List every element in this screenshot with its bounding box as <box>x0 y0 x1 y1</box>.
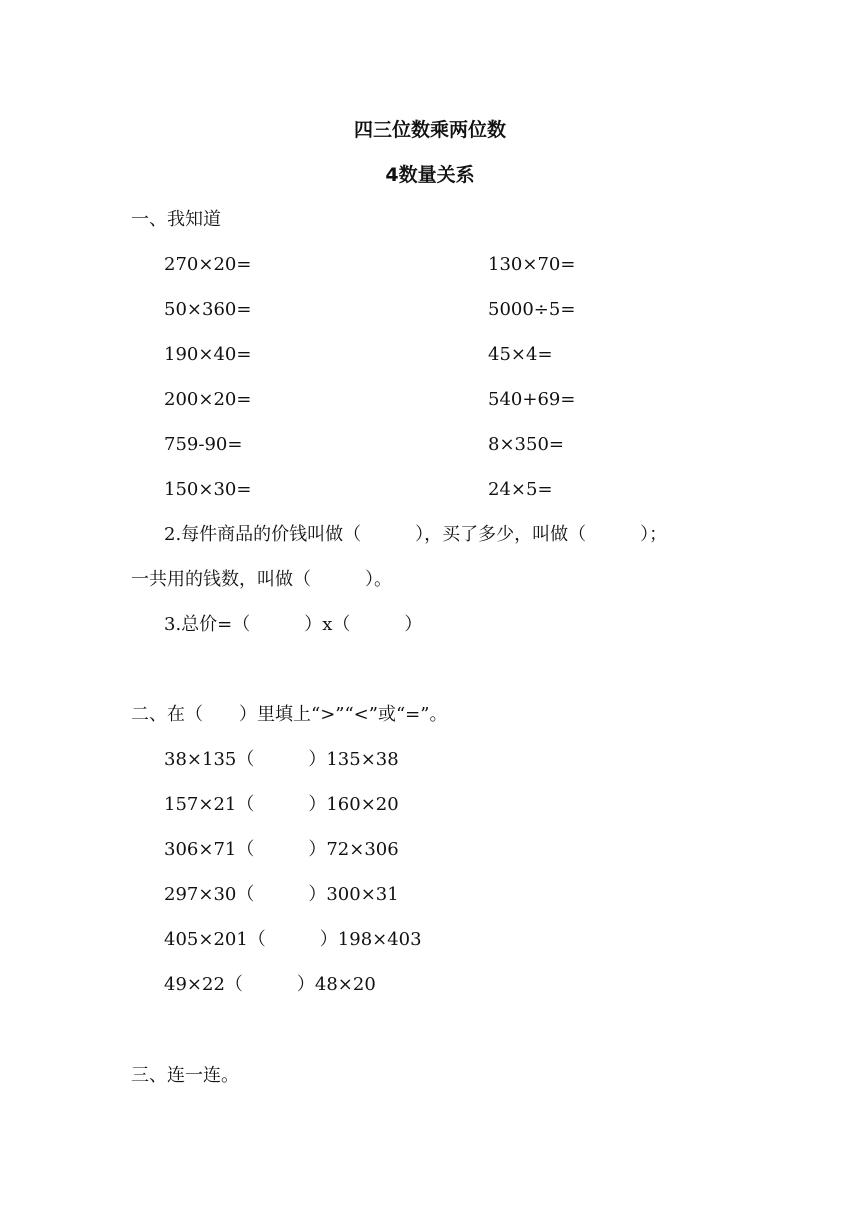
compare-item-4: 297×30（ ）300×31 <box>164 884 399 905</box>
compare-item-5: 405×201（ ）198×403 <box>164 929 422 950</box>
compare-item-1: 38×135（ ）135×38 <box>164 749 399 770</box>
page-subtitle: 4数量关系 <box>385 164 475 186</box>
compare-item-6: 49×22（ ）48×20 <box>164 974 376 995</box>
calc-right-1: 130×70= <box>488 254 576 275</box>
calc-right-2: 5000÷5= <box>488 299 576 320</box>
calc-left-6: 150×30= <box>164 479 252 500</box>
calc-left-3: 190×40= <box>164 344 252 365</box>
calc-left-4: 200×20= <box>164 389 252 410</box>
section2-heading: 二、在（ ）里填上“>”“<”或“=”。 <box>131 704 448 725</box>
question-2-line-2: 一共用的钱数，叫做（ ）。 <box>131 569 392 590</box>
compare-item-3: 306×71（ ）72×306 <box>164 839 399 860</box>
calc-left-5: 759-90= <box>164 434 243 455</box>
calc-right-6: 24×5= <box>488 479 553 500</box>
calc-right-5: 8×350= <box>488 434 564 455</box>
calc-right-4: 540+69= <box>488 389 576 410</box>
calc-right-3: 45×4= <box>488 344 553 365</box>
section3-heading: 三、连一连。 <box>131 1065 239 1086</box>
calc-left-2: 50×360= <box>164 299 252 320</box>
page-title: 四三位数乘两位数 <box>353 119 506 141</box>
question-3: 3.总价=（ ）x（ ） <box>164 614 423 635</box>
section1-heading: 一、我知道 <box>131 209 221 230</box>
question-2-line-1: 2.每件商品的价钱叫做（ ），买了多少，叫做（ ）； <box>164 524 668 545</box>
calc-left-1: 270×20= <box>164 254 252 275</box>
compare-item-2: 157×21（ ）160×20 <box>164 794 399 815</box>
